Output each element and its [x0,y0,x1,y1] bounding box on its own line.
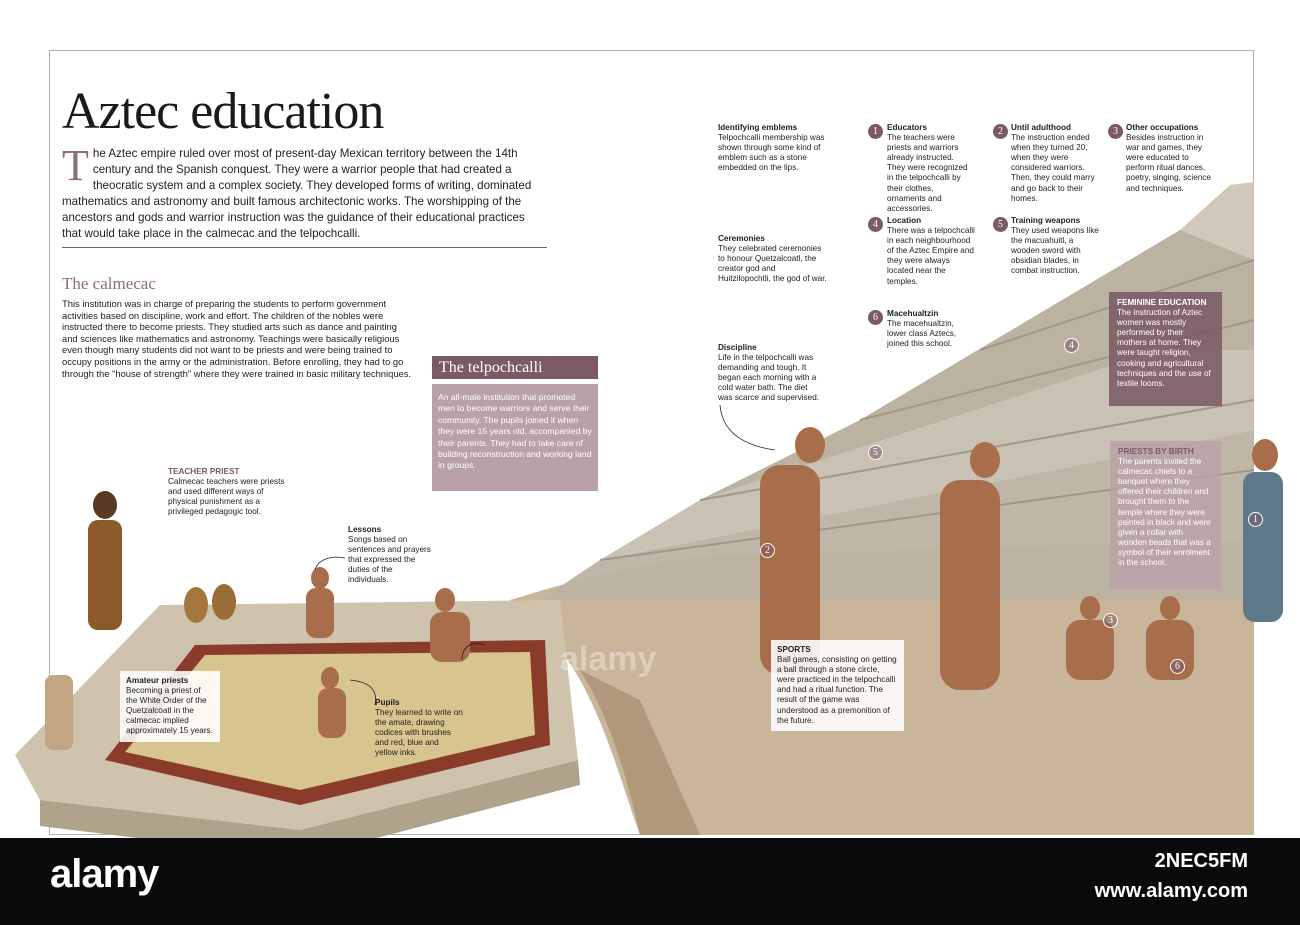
note-text: Songs based on sentences and prayers that expressed the duties of the individuals. [348,535,431,585]
note-title: SPORTS [777,645,811,654]
brand-logo: alamy [50,852,159,896]
priests-by-birth-box [1110,441,1221,589]
note-location [887,216,975,287]
note-other-occupations [1126,123,1218,194]
intro-text: he Aztec empire ruled over most of present-day Mexican territory between the 14th century and the Spanish conquest. They were a warrior people that had created a theocratic system and a complex society. They developed forms of writing, dominated mathematics and astronomy and built famous architectonic works. The worshipping of the ancestors and gods and warrior instruction was the guidance of their educational practices that would take place in the calmecac and the telpochcalli. [62,147,532,240]
scene-marker-1: 1 [1248,512,1263,527]
number-badge-1: 1 [868,124,883,139]
note-title: Discipline [718,343,757,352]
note-title: Macehualtzin [887,309,939,318]
number-badge-3: 3 [1108,124,1123,139]
note-text: They used weapons like the macuahuitl, a wooden sword with obsidian blades, in combat instruction. [1011,226,1099,276]
box-title: FEMININE EDUCATION [1117,298,1207,307]
note-text: They celebrated ceremonies to honour Quetzalcoatl, the creator god and Huitzilopochtli, the god of war. [718,244,827,284]
note-text: Ball games, consisting on getting a ball through a stone circle, were practiced in the telpochcalli and had a ritual function. The result of the game was understood as a premonition of the future. [777,655,897,725]
scene-marker-5: 5 [868,445,883,460]
note-identifying-emblems [718,123,830,173]
note-text: The instruction ended when they turned 20, when they were considered warriors. Then, they could marry and go back to their homes. [1011,133,1095,203]
intro-paragraph [62,141,540,242]
box-text: The parents invited the calmecac chiefs to a banquet where they offered their children and brought them to the temple where they were painted in black and were given a collar with wooden beads that was a symbol of their enrolment in the school. [1118,457,1211,568]
note-sports [771,640,904,731]
note-ceremonies [718,234,830,284]
note-title: Amateur priests [126,676,189,685]
calmecac-text: This institution was in charge of preparing the students to perform government activities based on discipline, work and effort. The children of the nobles were instructed there to become priests. They studied arts such as dance and painting and sciences like mathematics and astronomy. Teachings were basically religious even though many students did not want to be priests and were being trained to occupy positions in the army or the administration. Before enrolling, they had to go through the "house of strength" where they were trained in basic military techniques. [62,298,412,379]
note-title: Pupils [375,698,400,707]
telpochcalli-text: An all-male institution that promoted men to become warriors and serve their community. The pupils joined it when they were 15 years old, accompanied by their parents. They had to take care of building reconstruction and working land in groups. [432,384,598,491]
note-training-weapons [1011,216,1099,277]
note-title: Ceremonies [718,234,765,243]
note-text: Telpochcalli membership was shown through some kind of emblem such as a stone embedded on the lips. [718,133,825,173]
number-badge-6: 6 [868,310,883,325]
telpochcalli-heading: The telpochcalli [432,356,598,379]
note-text: Calmecac teachers were priests and used different ways of physical punishment as a privileged pedagogic tool. [168,477,285,517]
calmecac-heading: The calmecac [62,274,156,293]
number-badge-4: 4 [868,217,883,232]
scene-marker-3: 3 [1103,613,1118,628]
note-lessons [348,525,433,586]
note-until-adulthood [1011,123,1095,204]
calmecac-platform [15,600,580,838]
site-url: www.alamy.com [1094,880,1248,902]
feminine-education-box [1109,292,1222,406]
note-educators [887,123,973,214]
note-title: Educators [887,123,928,132]
note-title: Other occupations [1126,123,1199,132]
note-title: Until adulthood [1011,123,1072,132]
page-title: Aztec education [62,83,384,140]
note-text: Life in the telpochcalli was demanding and tough. It began each morning with a cold water bath. The diet was scarce and supervised. [718,353,820,403]
intro-divider [62,247,547,248]
note-title: Location [887,216,922,225]
note-text: They learned to write on the amate, drawing codices with brushes and red, blue and yellow inks. [375,708,463,758]
note-title: Identifying emblems [718,123,798,132]
box-title: PRIESTS BY BIRTH [1118,447,1194,456]
image-id: 2NEC5FM [1154,850,1248,872]
note-teacher-priest [168,467,293,517]
note-text: There was a telpochcalli in each neighbourhood of the Aztec Empire and they were always located near the temples. [887,226,975,286]
note-pupils [375,698,463,759]
note-text: The macehualtzin, lower class Aztecs, joined this school. [887,319,957,349]
scene-marker-6: 6 [1170,659,1185,674]
note-text: The teachers were priests and warriors already instructed. They were recognized in the telpochcalli by their clothes, ornaments and accessories. [887,133,968,213]
note-title: Lessons [348,525,382,534]
number-badge-2: 2 [993,124,1008,139]
note-discipline [718,343,824,404]
note-amateur-priests [120,671,220,742]
note-macehualtzin [887,309,975,349]
box-text: The instruction of Aztec women was mostly performed by their mothers at home. They were taught religion, cooking and agricultural techniques and the use of textile looms. [1117,308,1211,388]
scene-marker-2: 2 [760,543,775,558]
note-title: Training weapons [1011,216,1081,225]
number-badge-5: 5 [993,217,1008,232]
note-text: Becoming a priest of the White Order of the Quetzalcoatl in the calmecac implied approximately 15 years. [126,686,213,736]
scene-marker-4: 4 [1064,338,1079,353]
note-title: TEACHER PRIEST [168,467,240,476]
note-text: Besides instruction in war and games, they were educated to perform ritual dances, poetry, singing, science and techniques. [1126,133,1211,193]
dropcap: T [62,141,89,190]
watermark-overlay: alamy [560,640,657,678]
